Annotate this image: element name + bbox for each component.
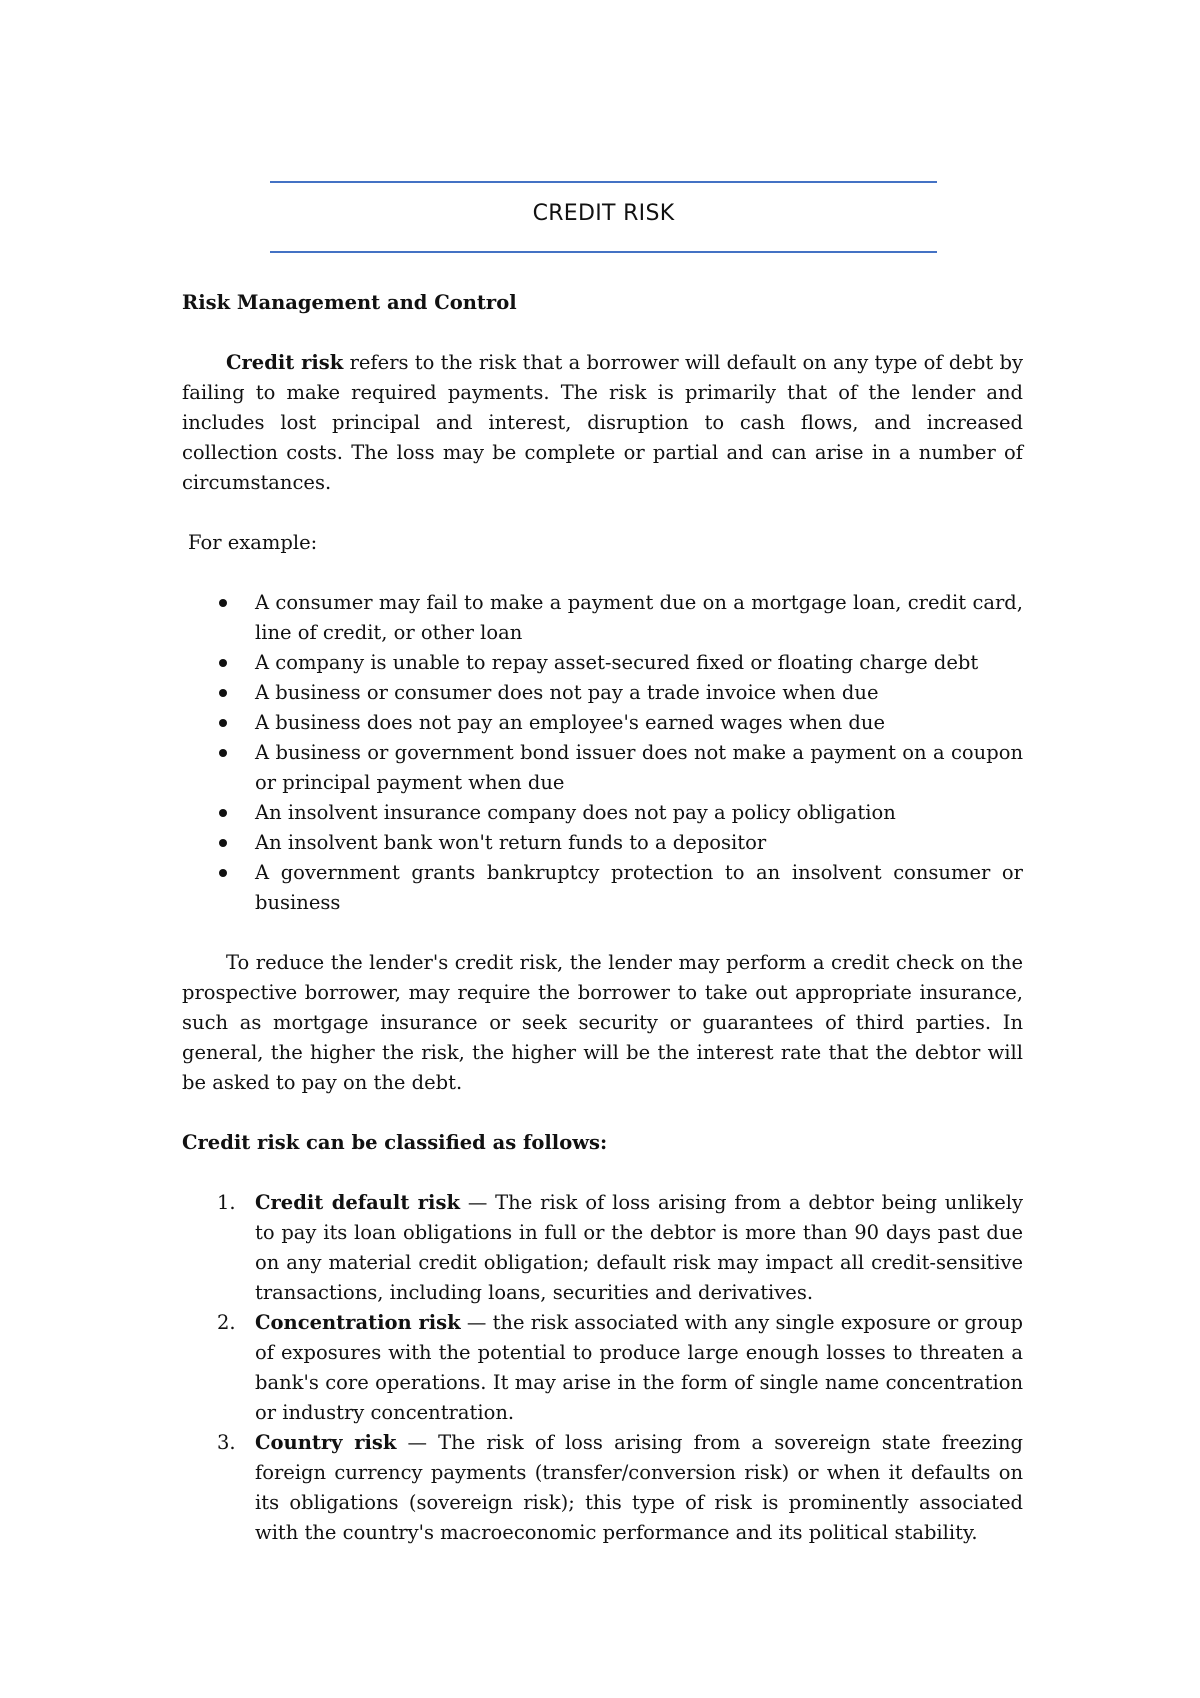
classification-heading: Credit risk can be classified as follows: <box>182 1131 608 1154</box>
list-item: A company is unable to repay asset-secured fixed or floating charge debt <box>182 648 1023 678</box>
examples-list <box>182 588 1023 918</box>
item-number: 3. <box>217 1431 236 1454</box>
item-number: 1. <box>217 1191 236 1214</box>
list-item <box>182 1188 1023 1308</box>
item-term: Credit default risk <box>255 1191 460 1214</box>
list-item: A government grants bankruptcy protection to an insolvent consumer or business <box>182 858 1023 918</box>
list-item: A business or government bond issuer does not make a payment on a coupon or principal payment when due <box>182 738 1023 798</box>
intro-term: Credit risk <box>226 351 344 374</box>
example-label: For example: <box>188 531 318 554</box>
title-top-rule <box>270 181 937 183</box>
item-term: Country risk <box>255 1431 397 1454</box>
list-item <box>182 1308 1023 1428</box>
section-heading: Risk Management and Control <box>182 291 517 314</box>
intro-text: refers to the risk that a borrower will default on any type of debt by failing to make required payments. The risk is primarily that of the lender and includes lost principal and interest, disruption to cash flows, and increased collection costs. The loss may be complete or partial and can arise in a number of circumstances. <box>182 351 1023 494</box>
list-item <box>182 1428 1023 1548</box>
list-item: A consumer may fail to make a payment due on a mortgage loan, credit card, line of credit, or other loan <box>182 588 1023 648</box>
list-item: An insolvent insurance company does not pay a policy obligation <box>182 798 1023 828</box>
list-item: An insolvent bank won't return funds to a depositor <box>182 828 1023 858</box>
intro-paragraph <box>182 348 1023 498</box>
classification-list <box>182 1188 1023 1548</box>
title-bottom-rule <box>270 251 937 253</box>
document-body <box>182 288 1023 1548</box>
list-item: A business or consumer does not pay a trade invoice when due <box>182 678 1023 708</box>
page-title: CREDIT RISK <box>532 201 675 226</box>
item-term: Concentration risk <box>255 1311 461 1334</box>
list-item: A business does not pay an employee's earned wages when due <box>182 708 1023 738</box>
item-text: — The risk of loss arising from a debtor being unlikely to pay its loan obligations in full or the debtor is more than 90 days past due on any material credit obligation; default risk may impact all credit-sensitive transactions, including loans, securities and derivatives. <box>255 1191 1024 1304</box>
item-text: — The risk of loss arising from a sovereign state freezing foreign currency payments (transfer/conversion risk) or when it defaults on its obligations (sovereign risk); this type of risk is prominently associated with the country's macroeconomic performance and its political stability. <box>255 1431 1024 1544</box>
reduce-paragraph: To reduce the lender's credit risk, the lender may perform a credit check on the prospective borrower, may require the borrower to take out appropriate insurance, such as mortgage insurance or seek security or guarantees of third parties. In general, the higher the risk, the higher will be the interest rate that the debtor will be asked to pay on the debt. <box>182 951 1023 1094</box>
item-text: — the risk associated with any single exposure or group of exposures with the potential to produce large enough losses to threaten a bank's core operations. It may arise in the form of single name concentration or industry concentration. <box>255 1311 1023 1424</box>
item-number: 2. <box>217 1311 236 1334</box>
